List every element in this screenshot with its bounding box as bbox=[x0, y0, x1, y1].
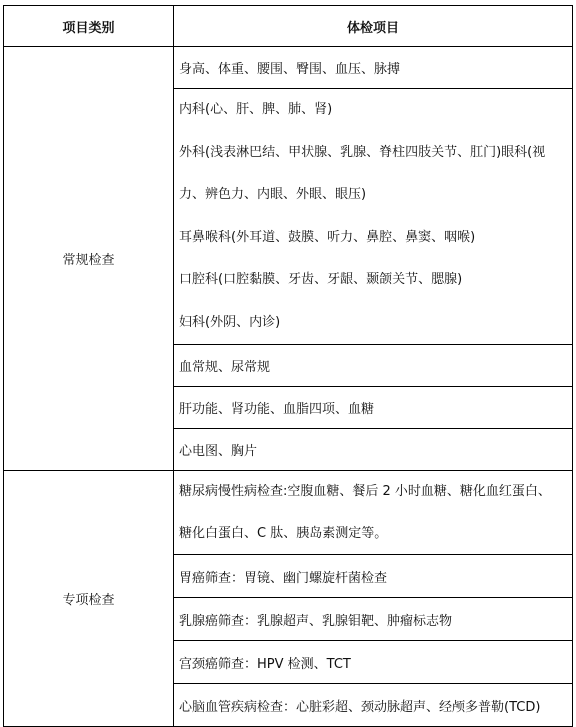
category-routine: 常规检查 bbox=[4, 47, 174, 471]
header-category: 项目类别 bbox=[4, 6, 174, 47]
item-text: 血常规、尿常规 bbox=[179, 360, 271, 375]
item-text: 肝功能、肾功能、血脂四项、血糖 bbox=[179, 402, 375, 417]
table-row bbox=[4, 471, 573, 555]
item-text: 外科(浅表淋巴结、甲状腺、乳腺、脊柱四肢关节、肛门)眼科(视 bbox=[179, 144, 546, 160]
item-cardio-screening bbox=[174, 684, 573, 727]
table-header-row bbox=[4, 6, 573, 47]
item-diabetes bbox=[174, 471, 573, 555]
item-text: 胃癌筛查：胃镜、幽门螺旋杆菌检查 bbox=[179, 570, 388, 586]
item-text: 宫颈癌筛查：HPV 检测、TCT bbox=[179, 656, 351, 672]
header-items: 体检项目 bbox=[174, 6, 573, 47]
item-gastric-screening bbox=[174, 555, 573, 598]
item-text: 心电图、胸片 bbox=[179, 444, 258, 459]
item-text: 内科(心、肝、脾、肺、肾) bbox=[179, 102, 333, 117]
item-text: 心脑血管疾病检查：心脏彩超、颈动脉超声、经颅多普勒(TCD) bbox=[179, 699, 541, 715]
item-clinical-exams bbox=[174, 89, 573, 345]
exam-items-table bbox=[3, 5, 573, 727]
item-text: 糖尿病慢性病检查:空腹血糖、餐后 2 小时血糖、糖化血红蛋白、 bbox=[179, 484, 551, 499]
item-text: 力、辨色力、内眼、外眼、眼压) bbox=[179, 187, 367, 202]
item-breast-screening bbox=[174, 598, 573, 641]
item-text: 乳腺癌筛查：乳腺超声、乳腺钼靶、肿瘤标志物 bbox=[179, 613, 453, 629]
item-function-tests bbox=[174, 387, 573, 429]
item-text: 口腔科(口腔黏膜、牙齿、牙龈、颞颌关节、腮腺) bbox=[179, 272, 463, 287]
item-cervical-screening bbox=[174, 641, 573, 684]
table-row bbox=[4, 47, 573, 89]
item-blood-urine bbox=[174, 345, 573, 387]
item-text: 糖化白蛋白、C 肽、胰岛素测定等。 bbox=[179, 525, 388, 541]
item-text: 身高、体重、腰围、臀围、血压、脉搏 bbox=[179, 62, 401, 77]
item-basic-measurements bbox=[174, 47, 573, 89]
item-ecg-xray bbox=[174, 429, 573, 471]
item-text: 妇科(外阴、内诊) bbox=[179, 314, 281, 330]
item-text: 耳鼻喉科(外耳道、鼓膜、听力、鼻腔、鼻窦、咽喉) bbox=[179, 229, 476, 245]
category-special: 专项检查 bbox=[4, 471, 174, 727]
